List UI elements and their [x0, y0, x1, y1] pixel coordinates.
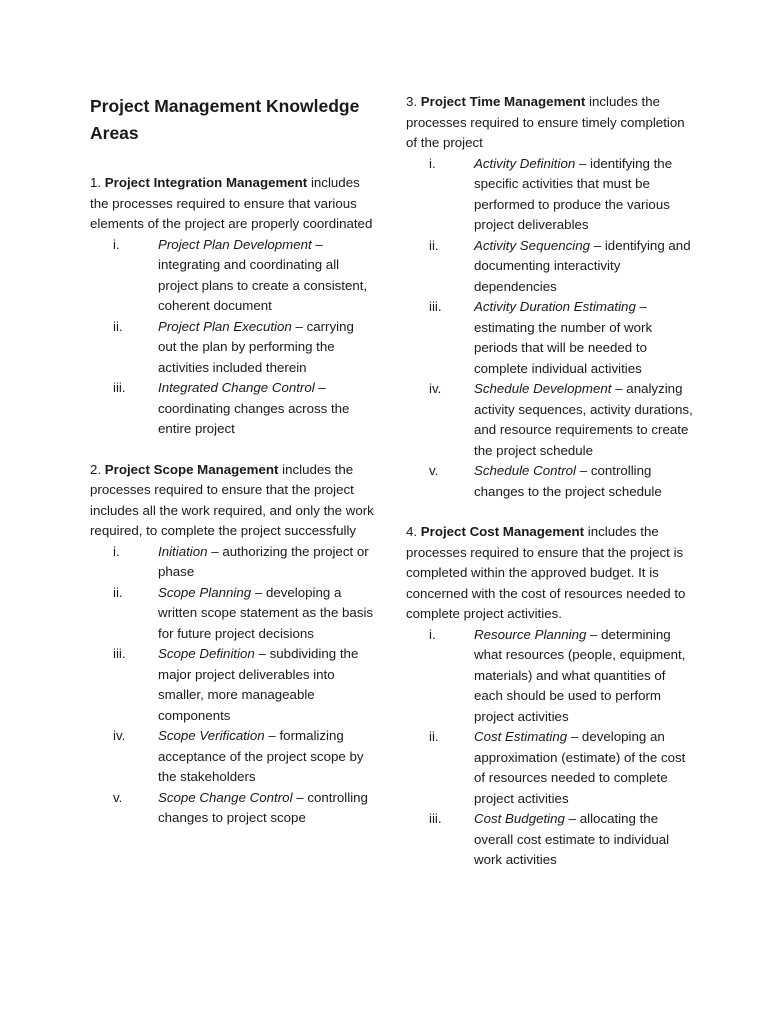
process-list — [406, 625, 696, 871]
section-heading: Project Integration Management — [104, 175, 308, 190]
list-item: ii. Scope Planning – developing a written scope statement as the basis for future project decisions — [113, 584, 374, 641]
process-list — [90, 235, 374, 440]
right-column — [406, 92, 696, 891]
item-term: Integrated Change Control — [158, 380, 315, 395]
section-heading: Project Scope Management — [104, 461, 279, 477]
section-description: includes the processes required to ensure that various elements of the project are properly coordinated — [90, 175, 373, 231]
item-numeral: i. — [113, 236, 120, 252]
process-list — [90, 542, 374, 829]
section-intro — [90, 460, 374, 542]
item-term: Activity Definition — [474, 155, 576, 171]
list-item: i. Activity Definition – identifying the specific activities that must be performed to produce the various project deliverables — [429, 155, 673, 232]
item-term: Schedule Development — [474, 381, 612, 396]
item-term: Activity Sequencing — [474, 237, 591, 253]
item-description: coordinating changes across the entire project — [158, 400, 350, 436]
section-heading: Project Time Management — [420, 94, 586, 109]
list-item: ii. Project Plan Execution – carrying out the plan by performing the activities included therein — [113, 318, 354, 375]
section-heading: Project Cost Management — [420, 524, 585, 539]
section-integration-management — [90, 173, 374, 440]
item-term: Scope Planning — [158, 584, 252, 600]
list-item: i. Project Plan Development – integrating and coordinating all project plans to create a consistent, coherent document — [113, 236, 368, 313]
section-description: includes the processes required to ensure that the project is completed within the approved budget. It is concerned with the cost of resources needed to complete project activities. — [406, 524, 686, 621]
item-description: determining what resources (people, equipment, materials) and what quantities of each should be used to perform project activities — [474, 626, 686, 724]
left-column — [90, 93, 374, 849]
item-numeral: iv. — [429, 381, 442, 396]
section-number: 2. — [90, 461, 102, 477]
item-description: analyzing activity sequences, activity durations, and resource requirements to create the project schedule — [474, 381, 693, 458]
section-scope-management — [90, 460, 374, 829]
list-item: v. Schedule Control – controlling changes to the project schedule — [429, 463, 662, 499]
item-numeral: iii. — [429, 811, 442, 826]
section-number: 1. — [90, 175, 102, 190]
item-numeral: ii. — [113, 584, 123, 600]
item-term: Project Plan Execution — [158, 318, 292, 334]
section-intro — [90, 173, 374, 235]
list-item: iii. Scope Definition – subdividing the major project deliverables into smaller, more manageable components — [113, 646, 359, 723]
item-numeral: v. — [113, 789, 123, 805]
item-description: controlling changes to project scope — [158, 789, 368, 825]
section-intro — [406, 92, 696, 154]
item-description: estimating the number of work periods that will be needed to complete individual activities — [474, 319, 653, 376]
item-description: subdividing the major project deliverables into smaller, more manageable components — [158, 646, 359, 723]
list-item: iii. Cost Budgeting – allocating the overall cost estimate to individual work activities — [429, 811, 670, 867]
item-description: integrating and coordinating all project plans to create a consistent, coherent document — [158, 257, 368, 313]
section-number: 4. — [406, 524, 418, 539]
item-term: Activity Duration Estimating — [474, 299, 636, 314]
list-item: v. Scope Change Control – controlling changes to project scope — [113, 789, 368, 825]
item-numeral: ii. — [113, 318, 123, 334]
item-numeral: i. — [429, 626, 436, 642]
item-description: controlling changes to the project schedule — [474, 463, 662, 499]
item-numeral: i. — [113, 543, 120, 559]
item-description: identifying the specific activities that must be performed to produce the various project deliverables — [474, 155, 673, 232]
item-term: Cost Estimating — [474, 729, 568, 744]
list-item: iii. Integrated Change Control – coordinating changes across the entire project — [113, 380, 350, 436]
item-description: formalizing acceptance of the project scope by the stakeholders — [158, 728, 364, 784]
item-numeral: iii. — [113, 646, 126, 661]
item-description: identifying and documenting interactivity dependencies — [474, 237, 691, 294]
section-time-management — [406, 92, 696, 502]
item-term: Cost Budgeting — [474, 811, 565, 826]
item-numeral: iv. — [113, 728, 126, 743]
item-term: Resource Planning — [474, 626, 587, 642]
section-cost-management — [406, 522, 696, 871]
section-intro — [406, 522, 696, 625]
section-description: includes the processes required to ensure that the project includes all the work required, and only the work required, to complete the project successfully — [90, 461, 374, 538]
list-item: i. Initiation – authorizing the project or phase — [113, 543, 369, 579]
item-numeral: i. — [429, 155, 436, 171]
item-term: Schedule Control — [474, 463, 577, 478]
list-item: ii. Activity Sequencing – identifying and documenting interactivity dependencies — [429, 237, 691, 294]
section-description: includes the processes required to ensure timely completion of the project — [406, 94, 685, 150]
item-description: carrying out the plan by performing the activities included therein — [158, 318, 354, 375]
list-item: iii. Activity Duration Estimating – estimating the number of work periods that will be needed to complete individual activities — [429, 299, 653, 376]
item-term: Project Plan Development — [158, 236, 312, 252]
item-description: developing a written scope statement as the basis for future project decisions — [158, 584, 374, 641]
item-numeral: ii. — [429, 729, 439, 744]
item-numeral: iii. — [429, 299, 442, 314]
item-numeral: v. — [429, 463, 439, 478]
item-numeral: ii. — [429, 237, 439, 253]
item-description: allocating the overall cost estimate to individual work activities — [474, 811, 670, 867]
item-description: authorizing the project or phase — [158, 543, 369, 579]
list-item: iv. Schedule Development – analyzing activity sequences, activity durations, and resource requirements to create the project schedule — [429, 381, 693, 458]
list-item: iv. Scope Verification – formalizing acceptance of the project scope by the stakeholders — [113, 728, 364, 784]
item-numeral: iii. — [113, 380, 126, 395]
item-description: developing an approximation (estimate) of the cost of resources needed to complete project activities — [474, 729, 686, 806]
item-term: Scope Change Control — [158, 789, 293, 805]
list-item: i. Resource Planning – determining what resources (people, equipment, materials) and what quantities of each should be used to perform project activities — [429, 626, 686, 724]
document-title: Project Management Knowledge Areas — [90, 96, 360, 143]
section-number: 3. — [406, 94, 418, 109]
process-list — [406, 154, 696, 503]
item-term: Scope Definition — [158, 646, 255, 661]
item-term: Scope Verification — [158, 728, 265, 743]
item-term: Initiation — [158, 543, 208, 559]
list-item: ii. Cost Estimating – developing an approximation (estimate) of the cost of resources needed to complete project activities — [429, 729, 686, 806]
